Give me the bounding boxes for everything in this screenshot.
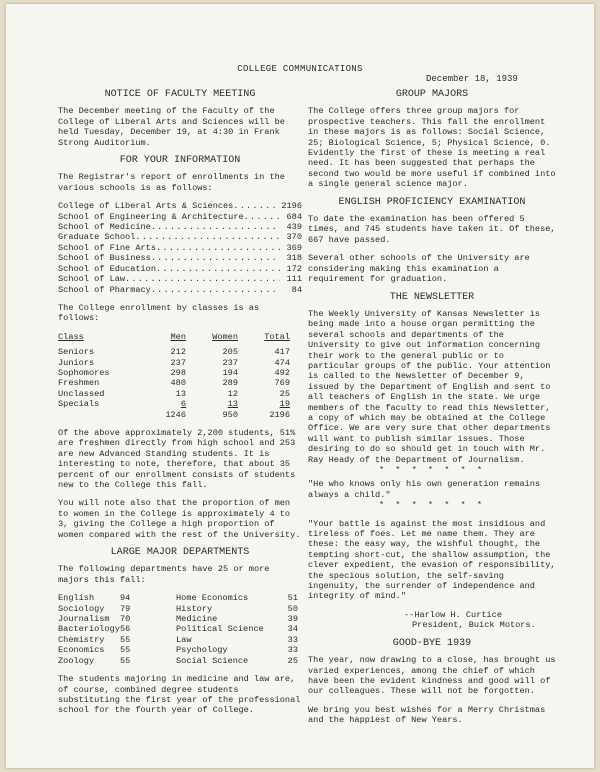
total-count: 492 <box>274 367 290 378</box>
school-name: School of Engineering & Architecture <box>58 211 244 222</box>
department-name: Psychology <box>176 645 228 656</box>
school-count: 172 <box>286 263 302 274</box>
department-name: Medicine <box>176 614 218 625</box>
table-row <box>58 593 298 603</box>
school-name: School of Law <box>58 274 126 285</box>
school-name: School of Pharmacy <box>58 284 151 295</box>
school-name: School of Business <box>58 253 151 264</box>
major-count: 70 <box>120 614 131 625</box>
class-name: Seniors <box>58 347 95 358</box>
school-count: 369 <box>286 242 302 253</box>
department-name: Chemistry <box>58 634 105 645</box>
class-enrollment-table <box>58 332 290 420</box>
major-count: 56 <box>120 624 131 635</box>
women-count: 12 <box>227 388 238 399</box>
department-name: History <box>176 603 213 614</box>
total-count: 417 <box>274 347 290 358</box>
column-header: Women <box>212 331 238 342</box>
school-row <box>58 274 302 284</box>
season-greeting: We bring you best wishes for a Merry Christmas and the happiest of New Years. <box>308 704 546 726</box>
total-count: 474 <box>274 357 290 368</box>
school-name: Graduate School <box>58 232 136 243</box>
separator-stars: * * * * * * * <box>378 465 486 475</box>
women-count: 194 <box>222 367 238 378</box>
department-name: Social Science <box>176 655 249 666</box>
school-enrollment-list <box>58 201 302 295</box>
table-row <box>58 399 290 409</box>
english-exam-text: To date the examination has been offered 5 times, and 745 students have taken it. Of these, 667 have passed. <box>308 214 556 245</box>
goodbye-heading: GOOD-BYE 1939 <box>392 637 472 649</box>
generation-quote: "He who knows only his own generation remains always a child." <box>308 479 541 500</box>
faculty-meeting-text: The December meeting of the Faculty of the College of Liberal Arts and Sciences will be held Tuesday, December 19, at 4:30 in Frank Strong Auditorium. <box>58 106 285 148</box>
major-count: 94 <box>120 593 131 604</box>
newsletter-text: The Weekly University of Kansas Newsletter is being made into a house organ permitting the several schools and departments of the University to give out information concerning their work to the general public or to particular groups of the public. Your attention is called to the Newsletter of December 9, issued by the Department of English and sent to all teachers of English in the state. We urge members of the faculty to read this Newsletter, a copy of which may be obtained at the College Office. We are very sure that other departments will want to publish similar issues. Those desiring to do so should get in touch with Mr. Ray Heady of the Department of Journalism. <box>308 308 551 465</box>
school-count: 370 <box>286 232 302 243</box>
group-majors-heading: GROUP MAJORS <box>395 89 469 100</box>
newsletter-heading: THE NEWSLETTER <box>389 291 475 303</box>
quote-attribution-name: --Harlow H. Curtice <box>404 609 502 620</box>
battle-quote: "Your battle is against the most insidious and tireless of foes. Let me name them. They are these: the easy way, the wishful thought, the tempting short-cut, the shallow assumption, the clever expedient, the evasion of responsibility, the specious solution, the self-saving ingenuity, the surrender of independence and integrity of mind." <box>308 518 556 602</box>
departments-table <box>58 593 298 666</box>
department-name: Sociology <box>58 603 105 614</box>
women-count: 13 <box>227 399 238 410</box>
major-count: 55 <box>120 645 131 656</box>
school-name: School of Education <box>58 263 156 274</box>
major-count: 25 <box>287 655 298 666</box>
department-name: English <box>58 593 95 604</box>
school-row <box>58 212 302 222</box>
total-count: 769 <box>274 378 290 389</box>
school-count: 318 <box>286 253 302 264</box>
school-name: College of Liberal Arts & Sciences <box>58 201 234 212</box>
class-name: Specials <box>58 399 100 410</box>
table-row <box>58 378 290 388</box>
school-count: 2196 <box>281 201 302 212</box>
document-page <box>6 4 594 768</box>
major-count: 33 <box>287 645 298 656</box>
departments-heading: LARGE MAJOR DEPARTMENTS <box>110 547 250 559</box>
major-count: 51 <box>287 593 298 604</box>
english-exam-heading: ENGLISH PROFICIENCY EXAMINATION <box>338 196 526 208</box>
department-name: Economics <box>58 645 105 656</box>
table-total-row <box>58 410 290 420</box>
freshmen-paragraph: Of the above approximately 2,200 students, 51% are freshmen directly from high school and 253 are new Advanced Standing students. It is interesting to note, therefore, that about 35 percent of our enrollment consists of students new to the College this fall. <box>58 427 296 490</box>
total-count: 25 <box>279 388 290 399</box>
table-row <box>58 368 290 378</box>
major-count: 79 <box>120 603 131 614</box>
men-count: 237 <box>170 357 186 368</box>
english-exam-requirement: Several other schools of the University are considering making this examination a requirement for graduation. <box>308 253 530 285</box>
grand-total: 2196 <box>269 409 290 420</box>
document-date: December 18, 1939 <box>426 74 518 84</box>
school-count: 439 <box>286 222 302 233</box>
departments-note: The students majoring in medicine and law are, of course, combined degree students substituting the first year of the professional school for the fourth year of College. <box>58 674 301 716</box>
class-name: Juniors <box>58 357 95 368</box>
department-name: Journalism <box>58 614 110 625</box>
men-total: 1246 <box>165 409 186 420</box>
department-name: Law <box>176 634 192 645</box>
men-count: 6 <box>180 399 186 410</box>
left-column <box>58 90 302 716</box>
table-row <box>58 347 290 357</box>
major-count: 50 <box>287 603 298 614</box>
proportion-paragraph: You will note also that the proportion of men to women in the College is approximately 4 to 3, giving the College a high proportion of women compared with the rest of the University. <box>58 498 301 540</box>
table-row <box>58 614 298 624</box>
school-row <box>58 232 302 242</box>
school-count: 84 <box>291 284 302 295</box>
faculty-meeting-heading: NOTICE OF FACULTY MEETING <box>104 89 256 100</box>
major-count: 33 <box>287 634 298 645</box>
school-name: School of Medicine <box>58 222 151 233</box>
school-row <box>58 201 302 211</box>
women-count: 237 <box>222 357 238 368</box>
total-count: 19 <box>279 399 290 410</box>
school-row <box>58 243 302 253</box>
table-row <box>58 389 290 399</box>
major-count: 55 <box>120 655 131 666</box>
goodbye-text: The year, now drawing to a close, has brought us varied experiences, among the chief of which have been the evident kindness and good will of our colleagues. These will not be forgotten. <box>308 655 556 697</box>
men-count: 212 <box>170 347 186 358</box>
major-count: 34 <box>287 624 298 635</box>
women-count: 205 <box>222 347 238 358</box>
info-heading: FOR YOUR INFORMATION <box>119 155 241 167</box>
table-row <box>58 645 298 655</box>
department-name: Home Economics <box>176 593 249 604</box>
class-name: Freshmen <box>58 378 100 389</box>
department-name: Bacteriology <box>58 624 120 635</box>
info-intro: The Registrar's report of enrollments in the various schools is as follows: <box>58 172 285 193</box>
school-count: 111 <box>286 274 302 285</box>
school-row <box>58 264 302 274</box>
department-name: Zoology <box>58 655 95 666</box>
quote-attribution-title: President, Buick Motors. <box>412 620 536 631</box>
page-title: COLLEGE COMMUNICATIONS <box>237 64 363 74</box>
men-count: 298 <box>170 367 186 378</box>
women-count: 289 <box>222 378 238 389</box>
separator-stars: * * * * * * * <box>378 500 486 511</box>
table-row <box>58 604 298 614</box>
right-column <box>308 90 556 726</box>
table-row <box>58 656 298 666</box>
group-majors-text: The College offers three group majors for prospective teachers. This fall the enrollment in these majors is as follows: Social Science, 25; Biological Science, 5; Physical Science, 0. Evidently the first of these is meeting a real need. It has been suggested that perhaps the second two would be more useful if combined into a single general science major. <box>308 106 556 190</box>
class-name: Sophomores <box>58 367 110 378</box>
table-row <box>58 635 298 645</box>
men-count: 480 <box>170 378 186 389</box>
school-row <box>58 222 302 232</box>
table-row <box>58 358 290 368</box>
major-count: 39 <box>287 614 298 625</box>
column-header: Class <box>58 331 84 342</box>
school-name: School of Fine Arts <box>58 242 156 253</box>
table-header-row <box>58 332 290 342</box>
class-name: Unclassed <box>58 388 105 399</box>
column-header: Total <box>264 331 290 342</box>
column-header: Men <box>170 331 186 342</box>
department-name: Political Science <box>176 624 264 635</box>
men-count: 13 <box>175 388 186 399</box>
school-count: 684 <box>286 211 302 222</box>
major-count: 55 <box>120 634 131 645</box>
women-total: 950 <box>222 409 238 420</box>
table-row <box>58 624 298 634</box>
school-row <box>58 285 302 295</box>
school-row <box>58 253 302 263</box>
departments-intro: The following departments have 25 or more majors this fall: <box>58 564 270 585</box>
class-enrollment-intro: The College enrollment by classes is as follows: <box>58 302 260 324</box>
